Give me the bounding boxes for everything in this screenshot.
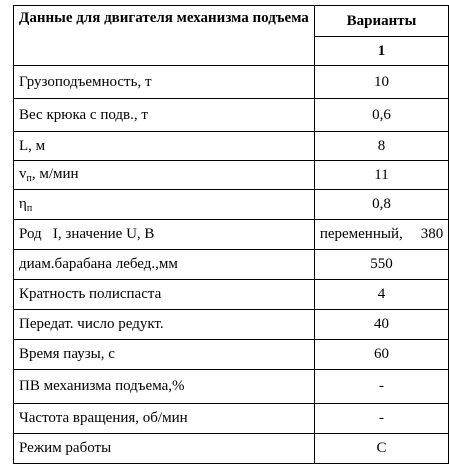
row-value-hook-weight: 0,6 bbox=[314, 99, 448, 132]
row-label-efficiency bbox=[14, 190, 315, 220]
table-row bbox=[14, 190, 449, 220]
table-row bbox=[14, 132, 449, 161]
row-value-lift-speed: 11 bbox=[314, 161, 448, 190]
row-label-drum-diameter: диам.барабана лебед.,мм bbox=[14, 250, 315, 280]
row-label-pause-time: Время паузы, с bbox=[14, 340, 315, 370]
voltage-value: 380 bbox=[420, 226, 444, 242]
variants-column-header: Варианты bbox=[314, 6, 448, 37]
row-value-gear-ratio: 40 bbox=[314, 310, 448, 340]
speed-subscript: п bbox=[26, 173, 32, 184]
efficiency-symbol: η bbox=[19, 195, 27, 212]
row-label-current-type: Род I, значение U, В bbox=[14, 220, 315, 250]
table-row bbox=[14, 99, 449, 132]
table-row bbox=[14, 161, 449, 190]
table-row bbox=[14, 250, 449, 280]
row-value-pause-time: 60 bbox=[314, 340, 448, 370]
speed-symbol: v bbox=[19, 166, 27, 182]
engine-data-table bbox=[13, 5, 449, 464]
table-row bbox=[14, 370, 449, 404]
row-value-operating-mode: С bbox=[314, 434, 448, 464]
efficiency-subscript: п bbox=[26, 202, 33, 214]
table-row bbox=[14, 280, 449, 310]
row-label-hook-weight: Вес крюка с подв., т bbox=[14, 99, 315, 132]
row-label-pulley-ratio: Кратность полиспаста bbox=[14, 280, 315, 310]
table-row bbox=[14, 66, 449, 99]
speed-unit: , м/мин bbox=[31, 166, 79, 182]
row-value-duty-cycle: - bbox=[314, 370, 448, 404]
row-label-lift-speed bbox=[14, 161, 315, 190]
variant-number: 1 bbox=[314, 37, 448, 66]
row-value-pulley-ratio: 4 bbox=[314, 280, 448, 310]
table-row bbox=[14, 404, 449, 434]
row-label-operating-mode: Режим работы bbox=[14, 434, 315, 464]
table-row bbox=[14, 310, 449, 340]
table-header-row bbox=[14, 6, 449, 37]
row-value-load-capacity: 10 bbox=[314, 66, 448, 99]
row-value-current-type bbox=[314, 220, 448, 250]
table-row bbox=[14, 434, 449, 464]
table-row bbox=[14, 220, 449, 250]
row-label-load-capacity: Грузоподъемность, т bbox=[14, 66, 315, 99]
row-value-efficiency: 0,8 bbox=[314, 190, 448, 220]
row-value-drum-diameter: 550 bbox=[314, 250, 448, 280]
row-label-rotation-speed: Частота вращения, об/мин bbox=[14, 404, 315, 434]
row-label-length: L, м bbox=[14, 132, 315, 161]
row-label-gear-ratio: Передат. число редукт. bbox=[14, 310, 315, 340]
current-type-value: переменный, bbox=[319, 226, 403, 242]
row-value-rotation-speed: - bbox=[314, 404, 448, 434]
row-label-duty-cycle: ПВ механизма подъема,% bbox=[14, 370, 315, 404]
row-value-length: 8 bbox=[314, 132, 448, 161]
parameter-column-header: Данные для двигателя механизма подъема bbox=[14, 6, 315, 66]
table-row bbox=[14, 340, 449, 370]
